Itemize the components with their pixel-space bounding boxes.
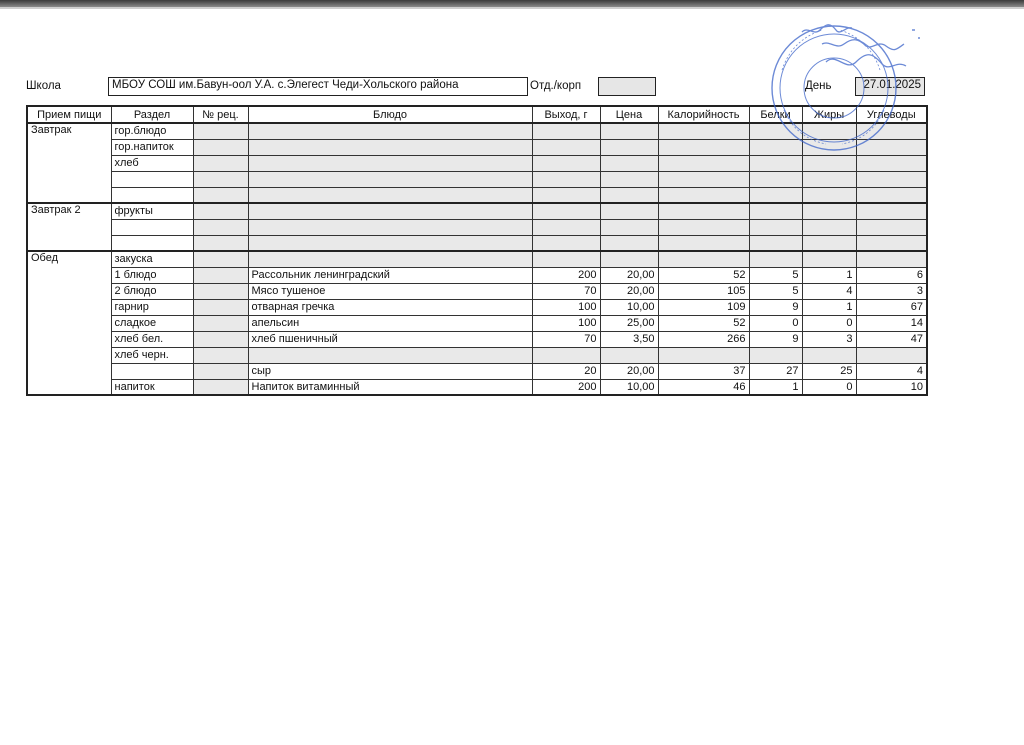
recipe-cell: [193, 203, 248, 219]
table-row: [27, 187, 927, 203]
price-cell: [600, 219, 658, 235]
protein-cell: 27: [749, 363, 802, 379]
protein-cell: 1: [749, 379, 802, 395]
output-cell: [532, 171, 600, 187]
table-row: [27, 267, 927, 283]
protein-cell: 5: [749, 267, 802, 283]
calories-cell: 105: [658, 283, 749, 299]
carbs-cell: [856, 203, 927, 219]
carbs-cell: 3: [856, 283, 927, 299]
output-cell: [532, 187, 600, 203]
output-cell: [532, 251, 600, 267]
protein-cell: [749, 187, 802, 203]
col-header-protein: Белки: [749, 106, 802, 123]
col-header-calories: Калорийность: [658, 106, 749, 123]
school-label: Школа: [26, 80, 61, 92]
recipe-cell: [193, 123, 248, 139]
col-header-section: Раздел: [111, 106, 193, 123]
carbs-cell: [856, 347, 927, 363]
section-cell: 2 блюдо: [111, 283, 193, 299]
recipe-cell: [193, 187, 248, 203]
dish-cell: [248, 251, 532, 267]
dish-cell: [248, 123, 532, 139]
calories-cell: [658, 155, 749, 171]
output-cell: 200: [532, 379, 600, 395]
protein-cell: 9: [749, 331, 802, 347]
table-row: [27, 123, 927, 139]
table-row: [27, 363, 927, 379]
dish-cell: Рассольник ленинградский: [248, 267, 532, 283]
table-row: [27, 219, 927, 235]
dish-cell: Мясо тушеное: [248, 283, 532, 299]
fat-cell: 4: [802, 283, 856, 299]
section-cell: [111, 187, 193, 203]
output-cell: 70: [532, 331, 600, 347]
calories-cell: [658, 203, 749, 219]
fat-cell: [802, 123, 856, 139]
calories-cell: 109: [658, 299, 749, 315]
protein-cell: [749, 139, 802, 155]
recipe-cell: [193, 139, 248, 155]
fat-cell: [802, 203, 856, 219]
output-cell: [532, 347, 600, 363]
dish-cell: [248, 187, 532, 203]
carbs-cell: [856, 123, 927, 139]
calories-cell: [658, 123, 749, 139]
price-cell: [600, 347, 658, 363]
dish-cell: [248, 155, 532, 171]
dish-cell: [248, 347, 532, 363]
table-row: [27, 299, 927, 315]
col-header-output: Выход, г: [532, 106, 600, 123]
dish-cell: Напиток витаминный: [248, 379, 532, 395]
dish-cell: хлеб пшеничный: [248, 331, 532, 347]
output-cell: [532, 235, 600, 251]
recipe-cell: [193, 283, 248, 299]
fat-cell: 0: [802, 379, 856, 395]
price-cell: [600, 139, 658, 155]
dish-cell: апельсин: [248, 315, 532, 331]
section-cell: гор.напиток: [111, 139, 193, 155]
price-cell: [600, 251, 658, 267]
section-cell: фрукты: [111, 203, 193, 219]
section-cell: [111, 219, 193, 235]
output-cell: [532, 139, 600, 155]
carbs-cell: [856, 219, 927, 235]
dept-field: [598, 77, 656, 96]
output-cell: [532, 219, 600, 235]
section-cell: закуска: [111, 251, 193, 267]
dish-cell: [248, 171, 532, 187]
price-cell: 20,00: [600, 267, 658, 283]
fat-cell: [802, 139, 856, 155]
table-row: [27, 155, 927, 171]
carbs-cell: 47: [856, 331, 927, 347]
calories-cell: 52: [658, 315, 749, 331]
protein-cell: [749, 155, 802, 171]
table-row: [27, 315, 927, 331]
calories-cell: [658, 235, 749, 251]
protein-cell: [749, 235, 802, 251]
recipe-cell: [193, 347, 248, 363]
meal-name-cell: Обед: [27, 251, 111, 395]
col-header-fat: Жиры: [802, 106, 856, 123]
carbs-cell: 67: [856, 299, 927, 315]
calories-cell: [658, 347, 749, 363]
table-row: [27, 347, 927, 363]
protein-cell: 9: [749, 299, 802, 315]
section-cell: [111, 235, 193, 251]
recipe-cell: [193, 379, 248, 395]
carbs-cell: 14: [856, 315, 927, 331]
carbs-cell: 10: [856, 379, 927, 395]
dept-label: Отд./корп: [530, 80, 582, 92]
carbs-cell: [856, 139, 927, 155]
dish-cell: отварная гречка: [248, 299, 532, 315]
protein-cell: [749, 203, 802, 219]
output-cell: 20: [532, 363, 600, 379]
recipe-cell: [193, 299, 248, 315]
section-cell: хлеб бел.: [111, 331, 193, 347]
recipe-cell: [193, 331, 248, 347]
dish-cell: [248, 203, 532, 219]
price-cell: 25,00: [600, 315, 658, 331]
table-row: [27, 235, 927, 251]
output-cell: [532, 155, 600, 171]
recipe-cell: [193, 267, 248, 283]
output-cell: 100: [532, 299, 600, 315]
output-cell: [532, 123, 600, 139]
protein-cell: [749, 123, 802, 139]
calories-cell: 52: [658, 267, 749, 283]
protein-cell: [749, 347, 802, 363]
fat-cell: [802, 347, 856, 363]
section-cell: хлеб: [111, 155, 193, 171]
section-cell: 1 блюдо: [111, 267, 193, 283]
col-header-carbs: Углеводы: [856, 106, 927, 123]
price-cell: 20,00: [600, 283, 658, 299]
protein-cell: [749, 251, 802, 267]
fat-cell: [802, 155, 856, 171]
price-cell: 3,50: [600, 331, 658, 347]
fat-cell: [802, 187, 856, 203]
col-header-dish: Блюдо: [248, 106, 532, 123]
calories-cell: [658, 251, 749, 267]
price-cell: [600, 187, 658, 203]
table-header-row: [27, 106, 927, 123]
table-row: [27, 331, 927, 347]
output-cell: 70: [532, 283, 600, 299]
meal-name-cell: Завтрак: [27, 123, 111, 203]
menu-table: [26, 105, 928, 396]
price-cell: [600, 155, 658, 171]
section-cell: [111, 363, 193, 379]
fat-cell: [802, 219, 856, 235]
fat-cell: [802, 235, 856, 251]
carbs-cell: [856, 155, 927, 171]
col-header-price: Цена: [600, 106, 658, 123]
fat-cell: [802, 171, 856, 187]
carbs-cell: 4: [856, 363, 927, 379]
dish-cell: [248, 219, 532, 235]
calories-cell: 46: [658, 379, 749, 395]
recipe-cell: [193, 251, 248, 267]
price-cell: [600, 203, 658, 219]
recipe-cell: [193, 315, 248, 331]
section-cell: гор.блюдо: [111, 123, 193, 139]
output-cell: [532, 203, 600, 219]
protein-cell: 5: [749, 283, 802, 299]
table-row: [27, 251, 927, 267]
fat-cell: 1: [802, 267, 856, 283]
section-cell: [111, 171, 193, 187]
table-row: [27, 379, 927, 395]
price-cell: 10,00: [600, 379, 658, 395]
section-cell: напиток: [111, 379, 193, 395]
protein-cell: [749, 171, 802, 187]
carbs-cell: 6: [856, 267, 927, 283]
section-cell: сладкое: [111, 315, 193, 331]
calories-cell: [658, 219, 749, 235]
fat-cell: 1: [802, 299, 856, 315]
carbs-cell: [856, 171, 927, 187]
protein-cell: [749, 219, 802, 235]
fat-cell: 25: [802, 363, 856, 379]
protein-cell: 0: [749, 315, 802, 331]
fat-cell: [802, 251, 856, 267]
recipe-cell: [193, 219, 248, 235]
day-label: День: [805, 80, 832, 92]
output-cell: 100: [532, 315, 600, 331]
recipe-cell: [193, 363, 248, 379]
meal-name-cell: Завтрак 2: [27, 203, 111, 251]
section-cell: гарнир: [111, 299, 193, 315]
carbs-cell: [856, 187, 927, 203]
col-header-recipe: № рец.: [193, 106, 248, 123]
fat-cell: 3: [802, 331, 856, 347]
table-row: [27, 203, 927, 219]
carbs-cell: [856, 235, 927, 251]
table-row: [27, 171, 927, 187]
calories-cell: [658, 187, 749, 203]
dish-cell: [248, 235, 532, 251]
price-cell: [600, 171, 658, 187]
carbs-cell: [856, 251, 927, 267]
fat-cell: 0: [802, 315, 856, 331]
calories-cell: [658, 139, 749, 155]
recipe-cell: [193, 171, 248, 187]
calories-cell: 37: [658, 363, 749, 379]
output-cell: 200: [532, 267, 600, 283]
section-cell: хлеб черн.: [111, 347, 193, 363]
recipe-cell: [193, 235, 248, 251]
calories-cell: [658, 171, 749, 187]
school-name-field: МБОУ СОШ им.Бавун-оол У.А. с.Элегест Чеди-Хольского района: [108, 77, 528, 96]
table-row: [27, 139, 927, 155]
scan-top-shadow: [0, 7, 1024, 9]
col-header-meal: Прием пищи: [27, 106, 111, 123]
dish-cell: сыр: [248, 363, 532, 379]
price-cell: [600, 235, 658, 251]
recipe-cell: [193, 155, 248, 171]
price-cell: 10,00: [600, 299, 658, 315]
price-cell: [600, 123, 658, 139]
day-field: 27.01.2025: [855, 77, 925, 96]
calories-cell: 266: [658, 331, 749, 347]
scan-top-edge: [0, 0, 1024, 7]
dish-cell: [248, 139, 532, 155]
price-cell: 20,00: [600, 363, 658, 379]
table-row: [27, 283, 927, 299]
